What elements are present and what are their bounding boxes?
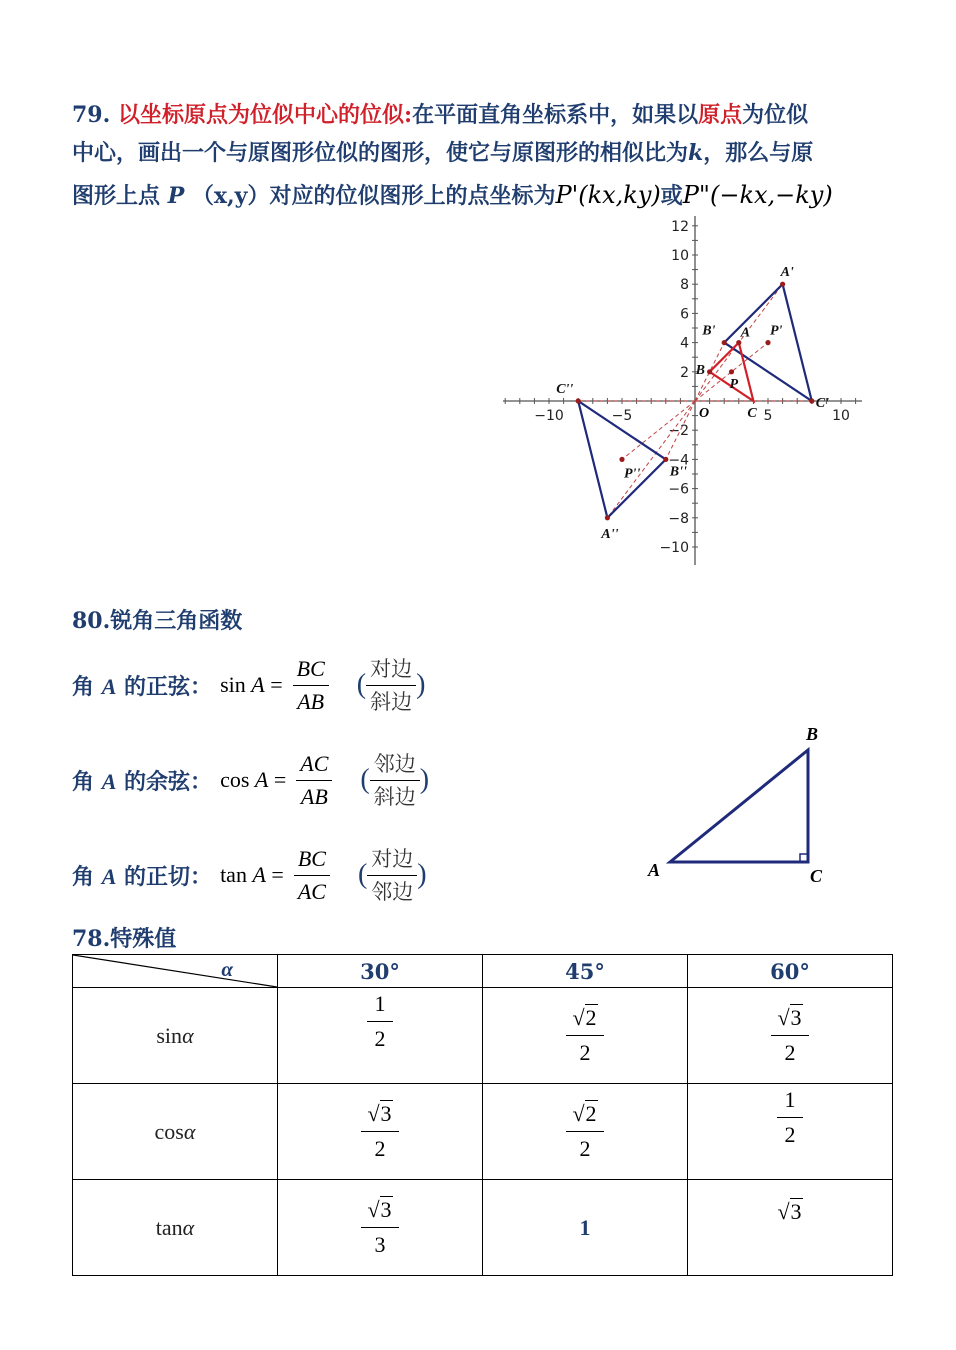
table-row [73,988,893,1084]
or-word: 或 [660,183,683,209]
y-tick-label: 10 [671,248,689,264]
point-marker [765,340,770,345]
point-marker [619,457,624,462]
section-78-heading: 78.特殊值 [72,926,177,952]
tangent-label: 角 A 的正切： [72,863,213,890]
value-cell: 1 [483,1180,688,1276]
point-marker [729,369,734,374]
y-tick-label: 12 [671,218,689,235]
section-79-text: 对应的位似图形上的点坐标为 [269,183,556,209]
point-marker [780,282,785,287]
section-79-text: 图形上点 [72,183,161,209]
point-label: A [740,325,751,341]
section-79-line1 [72,96,902,134]
tangent-row [72,840,427,910]
paren-close: ) [419,764,430,795]
sine-cn-fraction: $\frac{\text{对边}}{\text{斜边}}$ [366,655,416,716]
point-marker [736,340,741,345]
x-tick-label: −10 [534,408,564,424]
section-79-number: 79. [72,102,111,128]
y-tick-label: −10 [659,540,689,556]
point-label: P'' [624,466,641,482]
y-tick-label: −4 [668,452,689,469]
y-tick-label: 6 [680,306,689,323]
alpha-label: α [221,957,233,981]
section-80-heading: 80.锐角三角函数 [72,608,243,634]
tangent-cn-fraction: $\frac{\text{对边}}{\text{邻边}}$ [367,845,417,906]
value-cell: $\frac{√3}{2}$ [278,1084,483,1180]
paren-open: ( [360,764,370,795]
point-marker [809,398,814,403]
paren-open: ( [357,859,368,890]
triangle-abc [670,750,808,862]
row-label-tan: tanα [73,1180,278,1276]
point-label: B [695,362,705,378]
section-79-text: 中心，画出一个与原图形位似的图形，使它与原图形的相似比为 [72,140,689,166]
point-label: C [747,406,757,421]
vertex-c-label: C [810,866,823,886]
y-tick-label: −2 [668,423,689,440]
sine-row [72,650,425,720]
x-tick-label: −5 [611,408,633,424]
section-79-origin-word: 原点 [698,102,743,128]
point-marker [605,515,610,520]
point-marker [707,369,712,374]
right-triangle-diagram [640,720,840,895]
cosine-label: 角 A 的余弦： [72,768,213,795]
tangent-func: tan A = [220,862,284,887]
point-marker [722,340,727,345]
section-79-text: ，那么与原 [703,140,814,166]
point-p-coord: （x,y） [191,183,270,209]
point-label: C' [815,396,830,411]
section-79-red-title: 以坐标原点为位似中心的位似: [117,102,413,128]
y-tick-label: 4 [680,335,689,352]
point-p: P [167,183,185,209]
paren-open: ( [356,669,367,700]
y-tick-label: −8 [668,510,689,527]
value-cell: $\frac{√3}{2}$ [688,988,893,1084]
table-row [73,1180,893,1276]
point-label: A'' [601,526,619,542]
vertex-a-label: A [648,860,661,880]
paren-close: ) [416,669,426,700]
point-marker [576,398,581,403]
homothety-graph [500,210,870,570]
formula-p-prime: P'(kx,ky) [555,181,661,209]
special-values-table [72,954,893,1276]
point-marker [663,457,668,462]
section-79 [72,96,902,219]
point-label: A' [780,265,794,281]
value-cell: $\frac{√3}{3}$ [278,1180,483,1276]
point-label: B'' [669,464,687,480]
point-label: C'' [556,382,574,397]
vertex-b-label: B [806,724,819,744]
origin-label: O [699,406,710,421]
point-label: P [729,376,739,392]
paren-close: ) [417,859,427,890]
section-79-text: 为位似 [742,102,809,128]
value-cell: $\frac{1}{2}$ [688,1084,893,1180]
table-row [73,1084,893,1180]
cosine-func: cos A = [220,767,287,792]
tangent-fraction: $\frac{BC}{AC}$ [294,845,330,906]
cosine-fraction: $\frac{AC}{AB}$ [296,750,332,811]
row-label-sin: sinα [73,988,278,1084]
cosine-cn-fraction: $\frac{\text{邻边}}{\text{斜边}}$ [370,750,420,811]
value-cell: $\frac{1}{2}$ [278,988,483,1084]
x-tick-label: 5 [763,408,773,424]
table-corner-cell [73,955,278,988]
sine-func: sin A = [220,672,283,697]
y-tick-label: 8 [680,277,689,294]
angle-header-60: 60° [688,955,893,988]
section-79-text: 在平面直角坐标系中，如果以 [412,102,699,128]
value-cell: √3 [688,1180,893,1276]
x-tick-label: 10 [832,408,850,424]
y-tick-label: −6 [668,481,689,498]
point-label: B' [702,323,716,339]
y-tick-label: 2 [680,364,689,381]
cosine-row [72,745,429,815]
value-cell: $\frac{√2}{2}$ [483,1084,688,1180]
angle-header-45: 45° [483,955,688,988]
value-cell: $\frac{√2}{2}$ [483,988,688,1084]
formula-p-double-prime: P"(−kx,−ky) [682,181,833,209]
section-79-line2 [72,134,902,172]
row-label-cos: cosα [73,1084,278,1180]
sine-label: 角 A 的正弦： [72,673,213,700]
ratio-k: k [688,140,704,166]
angle-header-30: 30° [278,955,483,988]
point-label: P' [770,323,783,339]
sine-fraction: $\frac{BC}{AB}$ [293,655,329,716]
